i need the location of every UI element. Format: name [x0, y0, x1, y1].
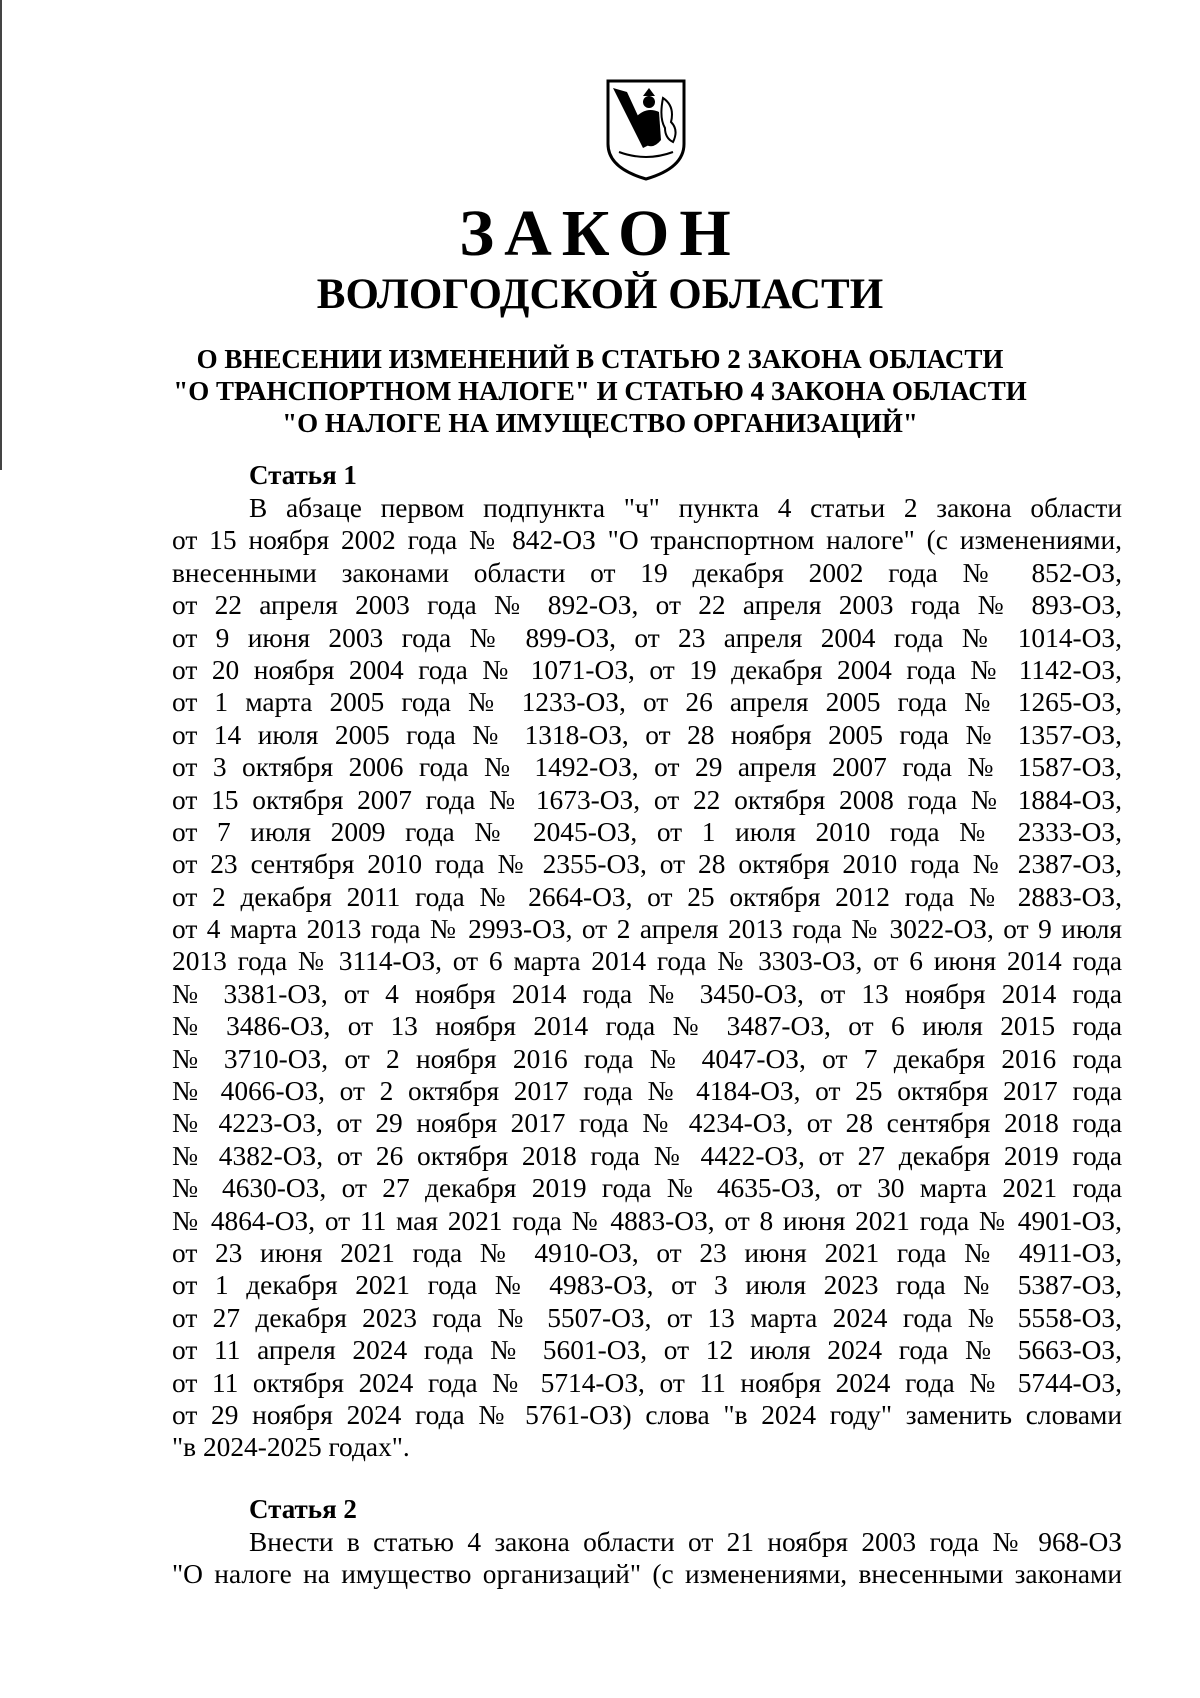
text-line: № 4382-ОЗ, от 26 октября 2018 года № 4422-ОЗ, от 27 декабря 2019 года: [172, 1140, 1122, 1171]
text-line: от 11 октября 2024 года № 5714-ОЗ, от 11 ноября 2024 года № 5744-ОЗ,: [172, 1367, 1122, 1398]
article-1-body: [172, 492, 1122, 1464]
text-line: от 23 сентября 2010 года № 2355-ОЗ, от 28 октября 2010 года № 2387-ОЗ,: [172, 849, 1122, 880]
article-1-heading: Статья 1: [249, 460, 357, 490]
text-line: № 4066-ОЗ, от 2 октября 2017 года № 4184-ОЗ, от 25 октября 2017 года: [172, 1076, 1122, 1107]
law-name-line: "О ТРАНСПОРТНОМ НАЛОГЕ" И СТАТЬЮ 4 ЗАКОНА ОБЛАСТИ: [173, 376, 1027, 406]
document-subtitle: ВОЛОГОДСКОЙ ОБЛАСТИ: [316, 271, 884, 318]
text-line: внесенными законами области от 19 декабря 2002 года № 852-ОЗ,: [172, 557, 1122, 588]
text-line: от 1 декабря 2021 года № 4983-ОЗ, от 3 июля 2023 года № 5387-ОЗ,: [172, 1270, 1122, 1301]
article-2-heading: Статья 2: [249, 1494, 357, 1524]
law-name-line: О ВНЕСЕНИИ ИЗМЕНЕНИЙ В СТАТЬЮ 2 ЗАКОНА ОБЛАСТИ: [196, 344, 1004, 374]
text-line: от 15 ноября 2002 года № 842-ОЗ "О транспортном налоге" (с изменениями,: [172, 525, 1122, 556]
text-line: от 7 июля 2009 года № 2045-ОЗ, от 1 июля 2010 года № 2333-ОЗ,: [172, 816, 1122, 847]
text-line: Внести в статью 4 закона области от 21 ноября 2003 года № 968-ОЗ: [249, 1527, 1122, 1557]
text-line: от 29 ноября 2024 года № 5761-ОЗ) слова "в 2024 году" заменить словами: [172, 1399, 1122, 1430]
text-line: "в 2024-2025 годах".: [172, 1432, 410, 1463]
text-line: 2013 года № 3114-ОЗ, от 6 марта 2014 года № 3303-ОЗ, от 6 июня 2014 года: [172, 946, 1122, 977]
document-title: ЗАКОН: [459, 197, 741, 270]
text-line: от 15 октября 2007 года № 1673-ОЗ, от 22 октября 2008 года № 1884-ОЗ,: [172, 784, 1122, 815]
text-line: от 11 апреля 2024 года № 5601-ОЗ, от 12 июля 2024 года № 5663-ОЗ,: [172, 1335, 1122, 1366]
law-name-line: "О НАЛОГЕ НА ИМУЩЕСТВО ОРГАНИЗАЦИЙ": [282, 408, 918, 438]
text-line: от 3 октября 2006 года № 1492-ОЗ, от 29 апреля 2007 года № 1587-ОЗ,: [172, 752, 1122, 783]
text-line: № 3710-ОЗ, от 2 ноября 2016 года № 4047-ОЗ, от 7 декабря 2016 года: [172, 1043, 1122, 1074]
text-line: от 23 июня 2021 года № 4910-ОЗ, от 23 июня 2021 года № 4911-ОЗ,: [172, 1237, 1122, 1268]
text-line: от 22 апреля 2003 года № 892-ОЗ, от 22 апреля 2003 года № 893-ОЗ,: [172, 590, 1122, 621]
text-line: № 4630-ОЗ, от 27 декабря 2019 года № 4635-ОЗ, от 30 марта 2021 года: [172, 1173, 1122, 1204]
text-line: № 3381-ОЗ, от 4 ноября 2014 года № 3450-ОЗ, от 13 ноября 2014 года: [172, 978, 1122, 1009]
text-line: от 14 июля 2005 года № 1318-ОЗ, от 28 ноября 2005 года № 1357-ОЗ,: [172, 719, 1122, 750]
law-name: [0, 343, 1200, 439]
text-line: № 3486-ОЗ, от 13 ноября 2014 года № 3487-ОЗ, от 6 июля 2015 года: [172, 1011, 1122, 1042]
text-line: от 27 декабря 2023 года № 5507-ОЗ, от 13 марта 2024 года № 5558-ОЗ,: [172, 1302, 1122, 1333]
article-2-body: [172, 1526, 1122, 1591]
text-line: "О налоге на имущество организаций" (с изменениями, внесенными законами: [172, 1559, 1122, 1590]
text-line: от 4 марта 2013 года № 2993-ОЗ, от 2 апреля 2013 года № 3022-ОЗ, от 9 июля: [172, 914, 1122, 945]
text-line: от 9 июня 2003 года № 899-ОЗ, от 23 апреля 2004 года № 1014-ОЗ,: [172, 622, 1122, 653]
text-line: от 20 ноября 2004 года № 1071-ОЗ, от 19 декабря 2004 года № 1142-ОЗ,: [172, 654, 1122, 685]
coat-of-arms-icon: [605, 78, 687, 182]
text-line: от 2 декабря 2011 года № 2664-ОЗ, от 25 октября 2012 года № 2883-ОЗ,: [172, 881, 1122, 912]
text-line: № 4864-ОЗ, от 11 мая 2021 года № 4883-ОЗ, от 8 июня 2021 года № 4901-ОЗ,: [172, 1205, 1122, 1236]
text-line: № 4223-ОЗ, от 29 ноября 2017 года № 4234-ОЗ, от 28 сентября 2018 года: [172, 1108, 1122, 1139]
text-line: В абзаце первом подпункта "ч" пункта 4 статьи 2 закона области: [249, 493, 1122, 523]
text-line: от 1 марта 2005 года № 1233-ОЗ, от 26 апреля 2005 года № 1265-ОЗ,: [172, 687, 1122, 718]
